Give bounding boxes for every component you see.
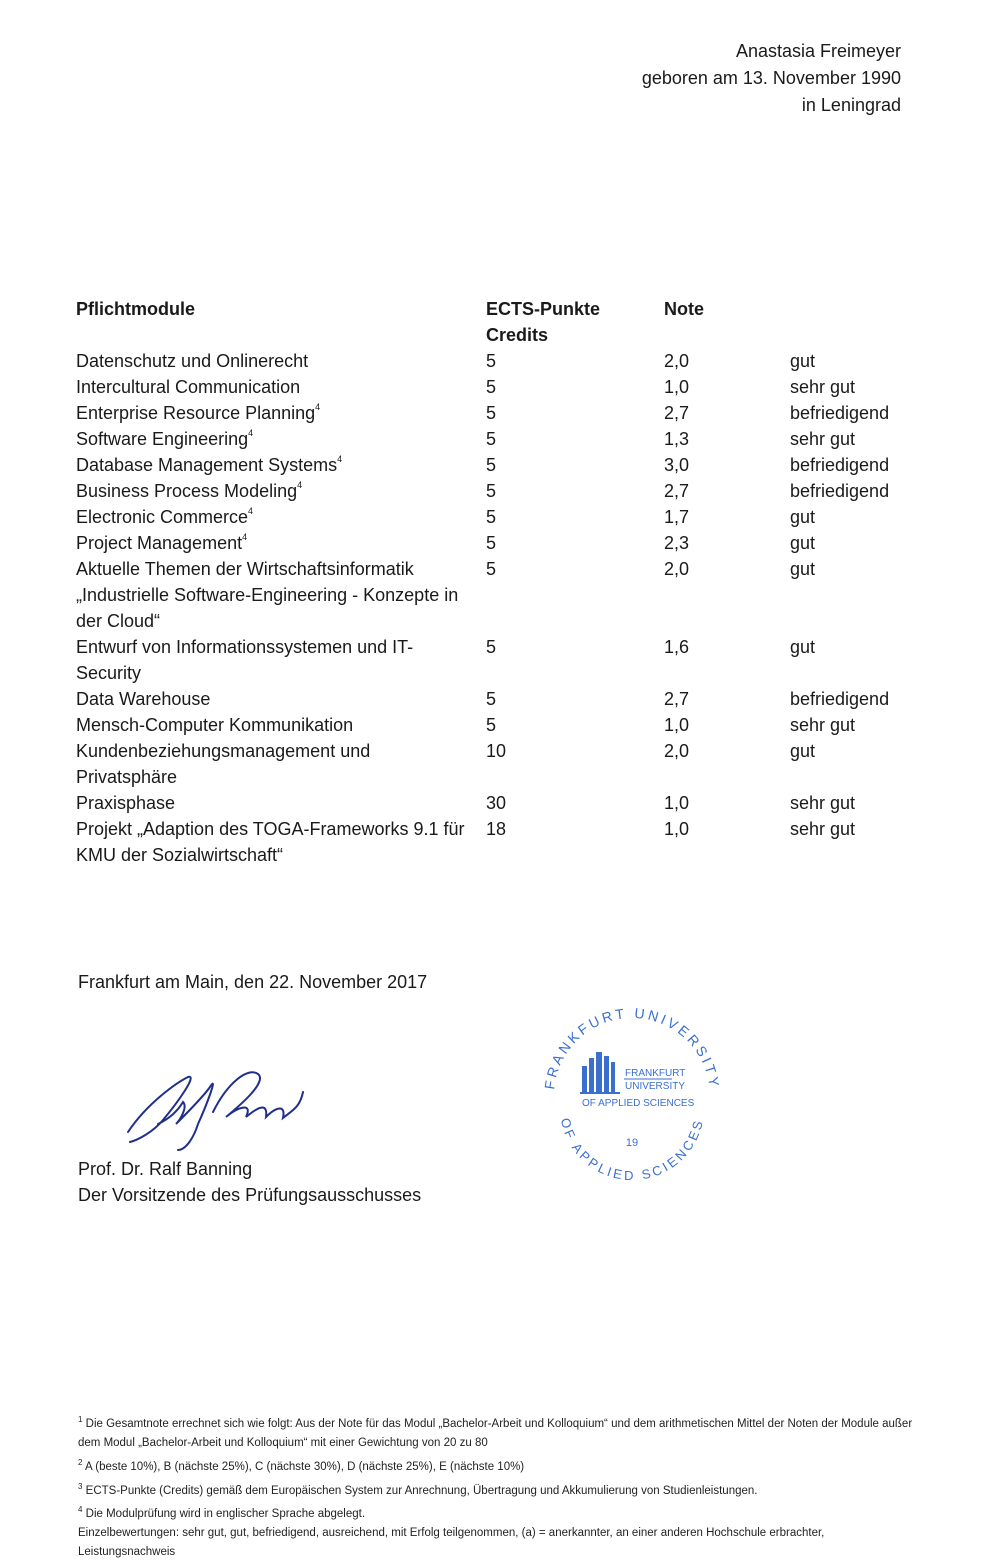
footnote (78, 1477, 918, 1501)
module-name-text: Mensch-Computer Kommunikation (76, 715, 354, 735)
rating-value: gut (790, 559, 816, 579)
module-name (76, 816, 466, 868)
rating-value: sehr gut (790, 715, 856, 735)
place-date: Frankfurt am Main, den 22. November 2017 (78, 972, 428, 992)
rating-value: sehr gut (790, 793, 856, 813)
ects-value: 5 (486, 715, 497, 735)
ects-value: 18 (486, 819, 507, 839)
grade-value: 2,7 (664, 403, 690, 423)
footnotes (78, 1410, 918, 1562)
student-birthdate: geboren am 13. November 1990 (641, 68, 901, 88)
ects-value: 30 (486, 793, 507, 813)
module-name-text: Entwurf von Informationssystemen und IT-Security (76, 637, 414, 683)
module-name (76, 530, 466, 556)
seal-line1: FRANKFURT (625, 1068, 686, 1079)
seal-line3: OF APPLIED SCIENCES (582, 1098, 695, 1109)
ects-value: 5 (486, 689, 497, 709)
rating-value: befriedigend (790, 481, 890, 501)
footnote-number: 2 (78, 1457, 83, 1467)
module-name-text: Kundenbeziehungsmanagement und Privatsphäre (76, 741, 371, 787)
module-name (76, 712, 466, 738)
rating-value: gut (790, 533, 816, 553)
rating-value: befriedigend (790, 403, 890, 423)
ects-value: 5 (486, 429, 497, 449)
module-name-text: Aktuelle Themen der Wirtschaftsinformatik „Industrielle Software-Engineering - Konzepte in der Cloud“ (76, 559, 459, 631)
table-row (76, 452, 936, 478)
footnote-text: Die Gesamtnote errechnet sich wie folgt: Aus der Note für das Modul „Bachelor-Arbeit und Kolloquium“ und dem arithmetischen Mittel der Noten der Module außer dem Modul „Bachelor-Arbeit und Kolloquium“ mit einer Gewichtung von 20 zu 80 (78, 1417, 913, 1449)
table-row (76, 426, 936, 452)
ects-value: 5 (486, 455, 497, 475)
ects-value: 5 (486, 377, 497, 397)
footnote-text: Einzelbewertungen: sehr gut, gut, befriedigend, ausreichend, mit Erfolg teilgenommen, (a) = anerkannter, an einer anderen Hochschule erbrachter, Leistungsnachweis (78, 1527, 825, 1559)
grade-value: 2,0 (664, 559, 690, 579)
ects-header-line2: Credits (486, 325, 549, 345)
footnote-text: Die Modulprüfung wird in englischer Sprache abgelegt. (85, 1508, 366, 1521)
table-row (76, 400, 936, 426)
footnote-text: ECTS-Punkte (Credits) gemäß dem Europäischen System zur Anrechnung, Übertragung und Akkumulierung von Studienleistungen. (85, 1484, 758, 1497)
module-name-text: Intercultural Communication (76, 377, 301, 397)
grade-value: 1,0 (664, 715, 690, 735)
university-seal (532, 996, 732, 1196)
module-name (76, 400, 466, 426)
table-body (76, 348, 936, 868)
grade-value: 1,6 (664, 637, 690, 657)
module-name (76, 426, 466, 452)
seal-outer-top-text: FRANKFURT UNIVERSITY (541, 1004, 723, 1091)
table-row (76, 374, 936, 400)
rating-value: gut (790, 637, 816, 657)
rating-value: sehr gut (790, 429, 856, 449)
signer-role: Der Vorsitzende des Prüfungsausschusses (78, 1185, 422, 1205)
footnote-marker: 4 (248, 506, 254, 516)
grade-value: 3,0 (664, 455, 690, 475)
ects-value: 5 (486, 559, 497, 579)
footnote-number: 3 (78, 1481, 83, 1491)
seal-line2: UNIVERSITY (625, 1081, 686, 1092)
footnote-marker: 4 (315, 402, 321, 412)
grade-value: 2,0 (664, 741, 690, 761)
ects-value: 10 (486, 741, 507, 761)
ects-value: 5 (486, 507, 497, 527)
grade-value: 2,7 (664, 481, 690, 501)
module-name (76, 374, 466, 400)
module-name-text: Enterprise Resource Planning (76, 403, 316, 423)
module-name (76, 556, 466, 634)
ects-value: 5 (486, 533, 497, 553)
footnote-number: 4 (78, 1505, 83, 1515)
grade-value: 1,3 (664, 429, 690, 449)
ects-column-header (486, 296, 600, 348)
signer-name: Prof. Dr. Ralf Banning (78, 1159, 253, 1179)
table-row (76, 634, 936, 686)
module-name-text: Software Engineering (76, 429, 249, 449)
table-row (76, 738, 936, 790)
ects-value: 5 (486, 481, 497, 501)
table-header (76, 296, 936, 348)
grades-table (76, 296, 936, 868)
grade-value: 2,0 (664, 351, 690, 371)
table-row (76, 686, 936, 712)
footnote-marker: 4 (248, 428, 254, 438)
table-row (76, 816, 936, 868)
module-name (76, 504, 466, 530)
module-name (76, 348, 466, 374)
module-name-text: Electronic Commerce (76, 507, 249, 527)
ects-value: 5 (486, 637, 497, 657)
seal-outer-bottom-text: OF APPLIED SCIENCES (557, 1116, 707, 1184)
signer-block (78, 1156, 421, 1208)
grade-value: 1,0 (664, 793, 690, 813)
grade-value: 1,0 (664, 819, 690, 839)
module-name-text: Data Warehouse (76, 689, 211, 709)
ects-value: 5 (486, 403, 497, 423)
footnote (78, 1500, 918, 1524)
table-row (76, 478, 936, 504)
rating-value: gut (790, 741, 816, 761)
module-name (76, 738, 466, 790)
module-name-text: Project Management (76, 533, 243, 553)
module-name-text: Datenschutz und Onlinerecht (76, 351, 309, 371)
grade-value: 2,7 (664, 689, 690, 709)
grade-column-header: Note (664, 299, 704, 319)
student-header (642, 38, 901, 119)
ects-value: 5 (486, 351, 497, 371)
grade-value: 1,0 (664, 377, 690, 397)
student-birthplace: in Leningrad (801, 95, 901, 115)
rating-value: befriedigend (790, 455, 890, 475)
rating-value: gut (790, 507, 816, 527)
footnote (78, 1410, 918, 1453)
signature (118, 1062, 318, 1152)
footnote-marker: 4 (242, 532, 248, 542)
rating-value: gut (790, 351, 816, 371)
footnote (78, 1524, 918, 1562)
module-name-text: Business Process Modeling (76, 481, 298, 501)
rating-value: befriedigend (790, 689, 890, 709)
module-name-text: Database Management Systems (76, 455, 338, 475)
seal-number: 19 (625, 1137, 639, 1149)
footnote (78, 1453, 918, 1477)
table-row (76, 504, 936, 530)
rating-value: sehr gut (790, 377, 856, 397)
grade-value: 1,7 (664, 507, 690, 527)
rating-value: sehr gut (790, 819, 856, 839)
table-row (76, 530, 936, 556)
table-row (76, 790, 936, 816)
student-name: Anastasia Freimeyer (735, 41, 901, 61)
footnote-text: A (beste 10%), B (nächste 25%), C (nächste 30%), D (nächste 25%), E (nächste 10%) (85, 1460, 525, 1473)
module-name (76, 686, 466, 712)
table-row (76, 348, 936, 374)
module-name-text: Praxisphase (76, 793, 176, 813)
footnote-number: 1 (78, 1415, 83, 1424)
table-row (76, 556, 936, 634)
seal-building-icon (580, 1052, 620, 1094)
footnote-marker: 4 (297, 480, 303, 490)
table-row (76, 712, 936, 738)
module-name (76, 478, 466, 504)
ects-header-line1: ECTS-Punkte (486, 299, 601, 319)
module-name (76, 452, 466, 478)
module-name-text: Projekt „Adaption des TOGA-Frameworks 9.1 für KMU der Sozialwirtschaft“ (76, 819, 465, 865)
grade-value: 2,3 (664, 533, 690, 553)
footnote-marker: 4 (337, 454, 343, 464)
module-name (76, 790, 466, 816)
module-name (76, 634, 466, 686)
module-column-header: Pflichtmodule (76, 299, 196, 319)
